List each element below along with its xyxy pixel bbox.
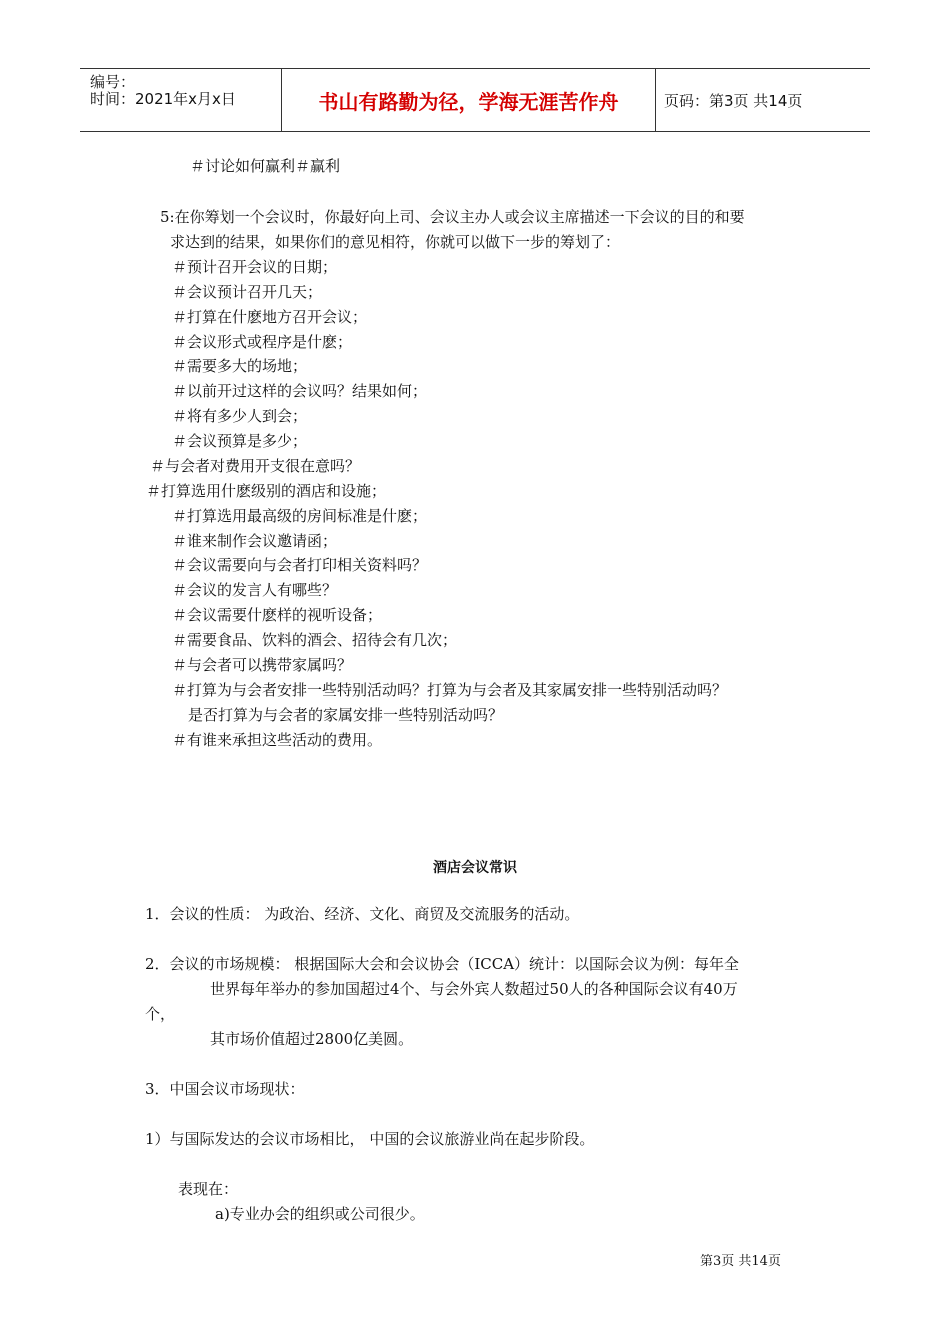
list-item: ＃打算为与会者安排一些特别活动吗？打算为与会者及其家属安排一些特别活动吗？ — [172, 681, 728, 699]
time-label: 时间：2021年x月x日 — [90, 90, 236, 108]
list-item: ＃会议预计召开几天； — [172, 283, 323, 301]
header-meta — [80, 69, 280, 131]
list-item: ＃以前开过这样的会议吗？结果如何； — [172, 382, 428, 400]
header-motto: 书山有路勤为径，学海无涯苦作舟 — [281, 69, 656, 131]
list-item: ＃打算选用什麽级别的酒店和设施； — [146, 482, 387, 500]
list-item: ＃会议形式或程序是什麽； — [172, 333, 353, 351]
list-item: ＃需要食品、饮料的酒会、招待会有几次； — [172, 631, 458, 649]
number-label: 编号： — [90, 73, 136, 91]
list-item: ＃预计召开会议的日期； — [172, 258, 338, 276]
paragraph-line: a)专业办会的组织或公司很少。 — [215, 1205, 425, 1223]
list-item: ＃会议需要什麽样的视听设备； — [172, 606, 383, 624]
text-line: 5:在你筹划一个会议时，你最好向上司、会议主办人或会议主席描述一下会议的目的和要 — [160, 208, 745, 226]
paragraph-line: 个， — [145, 1005, 176, 1023]
page-footer: 第3页 共14页 — [700, 1254, 781, 1269]
paragraph-line: 2．会议的市场规模： 根据国际大会和会议协会（ICCA）统计：以国际会议为例：每年全 — [145, 955, 740, 973]
paragraph-line: 1．会议的性质： 为政治、经济、文化、商贸及交流服务的活动。 — [145, 905, 580, 923]
list-item: ＃与会者对费用开支很在意吗？ — [150, 457, 361, 475]
page-header — [80, 68, 870, 132]
list-item: ＃会议预算是多少； — [172, 432, 308, 450]
paragraph-line: 3．中国会议市场现状： — [145, 1080, 305, 1098]
list-item: ＃与会者可以携带家属吗？ — [172, 656, 353, 674]
paragraph-line: 世界每年举办的参加国超过4个、与会外宾人数超过50人的各种国际会议有40万 — [210, 980, 738, 998]
list-item: ＃有谁来承担这些活动的费用。 — [172, 731, 383, 749]
list-item: ＃谁来制作会议邀请函； — [172, 532, 338, 550]
section-title: 酒店会议常识 — [433, 860, 517, 876]
paragraph-line: 表现在： — [178, 1180, 239, 1198]
list-item: ＃打算在什麽地方召开会议； — [172, 308, 368, 326]
text-line: ＃讨论如何赢利＃赢利 — [190, 157, 341, 175]
list-item: ＃会议需要向与会者打印相关资料吗？ — [172, 556, 428, 574]
list-item: ＃将有多少人到会； — [172, 407, 308, 425]
paragraph-line: 1）与国际发达的会议市场相比， 中国的会议旅游业尚在起步阶段。 — [145, 1130, 595, 1148]
text-line: 求达到的结果，如果你们的意见相符，你就可以做下一步的筹划了： — [170, 233, 621, 251]
list-item: 是否打算为与会者的家属安排一些特别活动吗？ — [188, 706, 504, 724]
list-item: ＃会议的发言人有哪些？ — [172, 581, 338, 599]
paragraph-line: 其市场价值超过2800亿美圆。 — [210, 1030, 414, 1048]
list-item: ＃需要多大的场地； — [172, 357, 308, 375]
list-item: ＃打算选用最高级的房间标准是什麽； — [172, 507, 428, 525]
header-page-info: 页码：第3页 共14页 — [664, 91, 803, 110]
